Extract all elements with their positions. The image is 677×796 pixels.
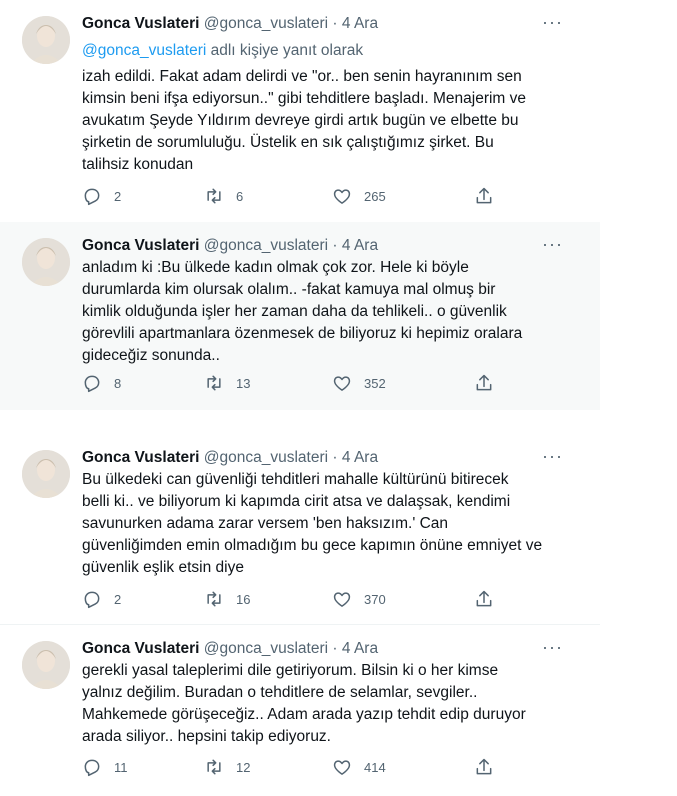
display-name[interactable]: Gonca Vuslateri: [82, 237, 200, 254]
reply-button[interactable]: [82, 589, 121, 609]
retweet-count: 13: [236, 375, 251, 391]
tweet-actions: [82, 589, 522, 613]
reply-button[interactable]: [82, 373, 121, 393]
tweet-text: anladım ki :Bu ülkede kadın olmak çok zor. Hele ki böyle durumlarda kim olursak olalım.. -fakat kamuya mal olmuş bir kimlik olduğunda işler her zaman daha da tehlikeli.. o güvenlik görevlili apartmanlara özenmesek de biliyoruz ki hepimiz oralara gideceğiz sonunda..: [82, 259, 523, 364]
retweet-button[interactable]: [204, 373, 250, 393]
like-button[interactable]: [332, 589, 386, 609]
tweet-header: [82, 449, 378, 467]
tweet-date[interactable]: 4 Ara: [341, 237, 379, 254]
like-button[interactable]: [332, 757, 386, 777]
tweet-header: [82, 640, 378, 658]
separator-dot: ·: [332, 640, 338, 657]
tweet-date[interactable]: 4 Ara: [341, 15, 379, 32]
like-count: 352: [364, 375, 386, 391]
replying-to: [82, 42, 363, 60]
tweet-actions: [82, 373, 522, 397]
avatar[interactable]: [22, 450, 70, 498]
retweet-icon: [204, 757, 224, 777]
tweet-text: Bu ülkedeki can güvenliği tehditleri mahalle kültürünü bitirecek belli ki.. ve biliyorum ki kapımda cirit atsa ve dalaşsak, kendimi savunurken adama zarar versem 'ben haksızım.' Can güvenliğimden emin olmadığım bu gece kapımın önüne emniyet ve güvenlik eşlik etsin diye: [82, 471, 543, 576]
reply-mention-link[interactable]: @gonca_vuslateri: [82, 42, 207, 59]
heart-icon: [332, 757, 352, 777]
user-handle[interactable]: @gonca_vuslateri: [203, 15, 329, 32]
tweet-2[interactable]: [0, 222, 600, 410]
reply-count: 2: [114, 188, 122, 204]
display-name[interactable]: Gonca Vuslateri: [82, 640, 200, 657]
retweet-count: 6: [236, 188, 244, 204]
reply-button[interactable]: [82, 757, 128, 777]
more-options-icon[interactable]: ···: [542, 12, 563, 32]
reply-icon: [82, 757, 102, 777]
retweet-icon: [204, 186, 224, 206]
heart-icon: [332, 186, 352, 206]
heart-icon: [332, 373, 352, 393]
retweet-button[interactable]: [204, 589, 250, 609]
separator-dot: ·: [332, 449, 338, 466]
user-handle[interactable]: @gonca_vuslateri: [203, 640, 329, 657]
tweet-header: [82, 15, 378, 33]
more-options-icon[interactable]: ···: [542, 234, 563, 254]
reply-icon: [82, 589, 102, 609]
user-handle[interactable]: @gonca_vuslateri: [203, 237, 329, 254]
like-button[interactable]: [332, 373, 386, 393]
retweet-button[interactable]: [204, 757, 250, 777]
share-icon: [474, 757, 494, 777]
tweet-actions: [82, 186, 522, 210]
tweet-4[interactable]: [0, 625, 600, 796]
share-icon: [474, 589, 494, 609]
share-icon: [474, 373, 494, 393]
tweet-date[interactable]: 4 Ara: [341, 640, 379, 657]
like-count: 370: [364, 591, 386, 607]
heart-icon: [332, 589, 352, 609]
share-button[interactable]: [474, 757, 494, 777]
reply-icon: [82, 186, 102, 206]
tweet-text: gerekli yasal taleplerimi dile getiriyorum. Bilsin ki o her kimse yalnız değilim. Buradan o tehditlere de selamlar, sevgiler.. Mahkemede görüşeceğiz.. Adam arada yazıp tehdit edip duruyor arada siliyor.. hepsini takip ediyoruz.: [82, 662, 526, 745]
retweet-icon: [204, 373, 224, 393]
display-name[interactable]: Gonca Vuslateri: [82, 15, 200, 32]
reply-to-label: adlı kişiye yanıt olarak: [206, 42, 364, 59]
share-button[interactable]: [474, 186, 494, 206]
share-icon: [474, 186, 494, 206]
avatar[interactable]: [22, 238, 70, 286]
like-button[interactable]: [332, 186, 386, 206]
reply-icon: [82, 373, 102, 393]
reply-button[interactable]: [82, 186, 121, 206]
tweet-actions: [82, 757, 522, 781]
separator-dot: ·: [332, 15, 338, 32]
retweet-icon: [204, 589, 224, 609]
tweet-header: [82, 237, 378, 255]
more-options-icon[interactable]: ···: [542, 637, 563, 657]
retweet-count: 12: [236, 759, 251, 775]
like-count: 265: [364, 188, 386, 204]
like-count: 414: [364, 759, 386, 775]
retweet-button[interactable]: [204, 186, 243, 206]
reply-count: 2: [114, 591, 122, 607]
reply-count: 11: [114, 759, 128, 775]
more-options-icon[interactable]: ···: [542, 446, 563, 466]
reply-count: 8: [114, 375, 122, 391]
display-name[interactable]: Gonca Vuslateri: [82, 449, 200, 466]
separator-dot: ·: [332, 237, 338, 254]
share-button[interactable]: [474, 373, 494, 393]
tweet-1[interactable]: [0, 0, 600, 222]
tweet-3[interactable]: [0, 434, 600, 624]
tweet-text: izah edildi. Fakat adam delirdi ve "or.. ben senin hayranınım sen kimsin beni ifşa ediyorsun.." gibi tehditlere başladı. Menajerim ve avukatım Şeyde Yıldırım devreye girdi artık bugün ve elbette bu şirketin de sorumluluğu. Üstelik en sık çalıştığımız şirket. Bu talihsiz konudan: [82, 68, 527, 173]
tweet-date[interactable]: 4 Ara: [341, 449, 379, 466]
share-button[interactable]: [474, 589, 494, 609]
avatar[interactable]: [22, 641, 70, 689]
user-handle[interactable]: @gonca_vuslateri: [203, 449, 329, 466]
retweet-count: 16: [236, 591, 251, 607]
avatar[interactable]: [22, 16, 70, 64]
